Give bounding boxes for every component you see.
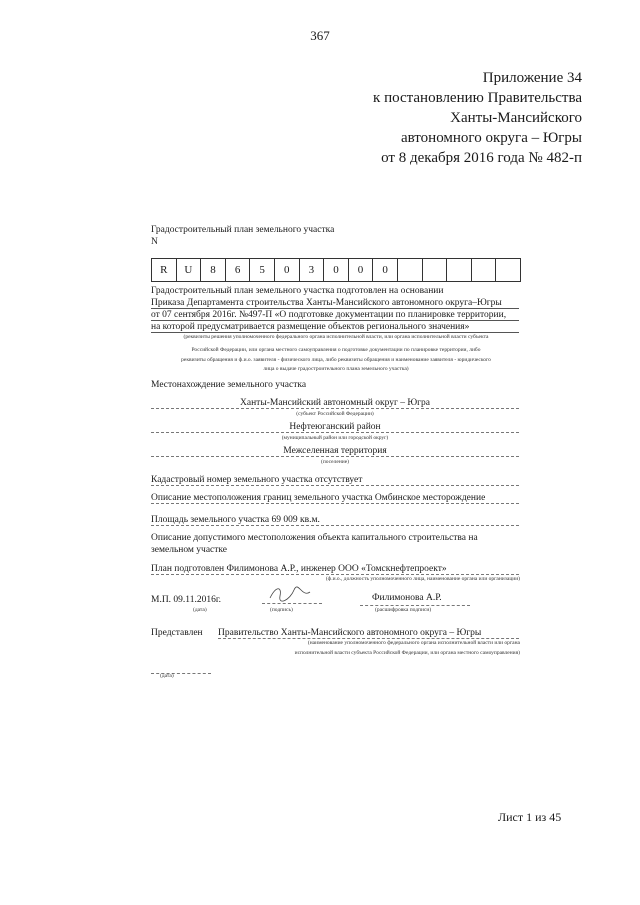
location-settlement: Межселенная территория: [151, 446, 519, 457]
basis-caption: реквизиты обращения и ф.и.о. заявителя - физического лица, либо реквизиты обращения и наименование заявителя - юридического: [181, 357, 491, 363]
preparer-name: Филимонова А.Р.: [372, 593, 442, 603]
number-cell: [496, 259, 520, 281]
location-district-caption: (муниципальный район или городской округ): [281, 435, 389, 441]
sheet-number: Лист 1 из 45: [498, 810, 562, 824]
number-cell: R: [152, 259, 177, 281]
appendix-line: автономного округа – Югры: [400, 130, 582, 146]
boundaries-description: Описание местоположения границ земельного участка Омбинское месторождение: [151, 493, 519, 504]
number-cell: 5: [250, 259, 275, 281]
name-caption: (расшифровка подписи): [375, 607, 432, 613]
signature: [268, 584, 312, 604]
basis-order-date: от 07 сентября 2016г. №497-П «О подготовке документации по планировке территории,: [151, 310, 519, 321]
mp-date: М.П. 09.11.2016г.: [151, 595, 222, 605]
presented-label: Представлен: [151, 628, 203, 638]
plan-number-grid: [151, 258, 521, 282]
name-line: [360, 605, 470, 606]
page-number: 367: [310, 28, 330, 43]
number-cell: 0: [324, 259, 349, 281]
allowed-location-description-2: земельном участке: [151, 545, 228, 555]
signature-caption: (подпись): [270, 607, 293, 613]
presented-caption: исполнительной власти субъекта Российской Федерации, или органа местного самоуправления): [294, 650, 520, 656]
prepared-by: План подготовлен Филимонова А.Р., инженер ООО «Томскнефтепроект»: [151, 564, 519, 575]
appendix-line: Приложение 34: [482, 70, 582, 86]
number-cell: 3: [300, 259, 325, 281]
location-settlement-caption: (поселение): [321, 459, 349, 465]
land-area: Площадь земельного участка 69 009 кв.м.: [151, 515, 519, 526]
basis-intro: Градостроительный план земельного участка подготовлен на основании: [151, 286, 444, 296]
basis-caption: (реквизиты решения уполномоченного федерального органа исполнительной власти, или органа исполнительной власти субъекта: [183, 334, 489, 340]
number-cell: 0: [275, 259, 300, 281]
appendix-line: к постановлению Правительства: [373, 90, 582, 106]
cadastral-number: Кадастровый номер земельного участка отсутствует: [151, 475, 519, 486]
number-cell: U: [177, 259, 202, 281]
plan-number-label: N: [151, 237, 158, 247]
appendix-header: [282, 68, 582, 168]
number-cell: [423, 259, 448, 281]
plan-title: Градостроительный план земельного участка: [151, 225, 335, 235]
signature-line: [262, 603, 322, 604]
basis-caption: лица о выдаче градостроительного плана земельного участка): [263, 366, 409, 372]
basis-order-subject: на которой предусматривается размещение объектов регионального значения»: [151, 322, 519, 333]
number-cell: 6: [226, 259, 251, 281]
presented-caption: (наименование уполномоченного федерального органа исполнительной власти или органа: [307, 640, 520, 646]
presented-date-caption: (дата): [160, 673, 174, 679]
allowed-location-description: Описание допустимого местоположения объекта капитального строительства на: [151, 533, 478, 543]
appendix-line: от 8 декабря 2016 года № 482-п: [381, 150, 582, 166]
presented-org: Правительство Ханты-Мансийского автономного округа – Югры: [218, 628, 519, 639]
prepared-caption: (ф.и.о., должность уполномоченного лица, наименование органа или организации): [325, 576, 520, 582]
number-cell: [398, 259, 423, 281]
date-caption: (дата): [193, 607, 207, 613]
location-subject-caption: (субъект Российской Федерации): [296, 411, 374, 417]
number-cell: 0: [373, 259, 398, 281]
basis-caption: Российской Федерации, или органа местного самоуправления о подготовке документации по планировке территории, либо: [191, 347, 481, 353]
number-cell: [447, 259, 472, 281]
location-subject: Ханты-Мансийский автономный округ – Югра: [151, 398, 519, 409]
number-cell: [472, 259, 497, 281]
number-cell: 0: [349, 259, 374, 281]
location-district: Нефтеюганский район: [151, 422, 519, 433]
basis-order: Приказа Департамента строительства Ханты-Мансийского автономного округа–Югры: [151, 298, 519, 309]
location-label: Местонахождение земельного участка: [151, 380, 307, 390]
appendix-line: Ханты-Мансийского: [450, 110, 582, 126]
number-cell: 8: [201, 259, 226, 281]
